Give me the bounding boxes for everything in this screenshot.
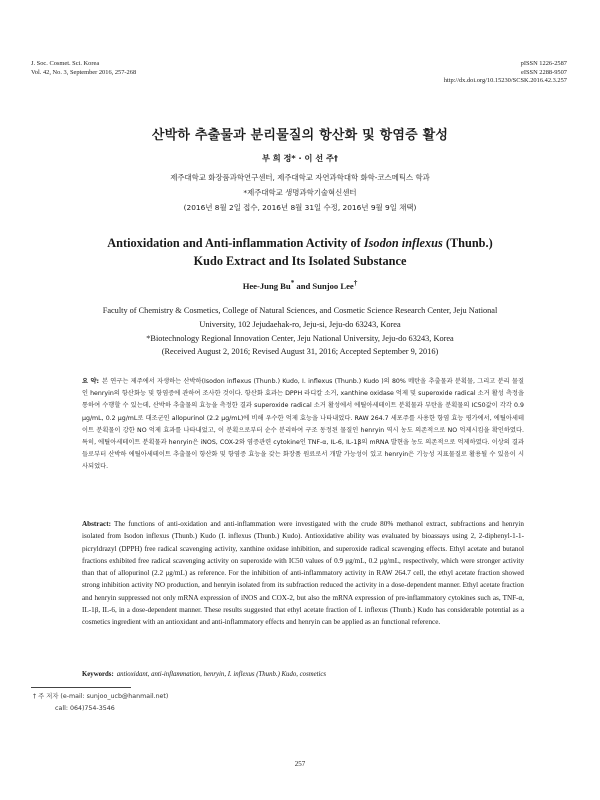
affiliation-en-line: University, 102 Jejudaehak-ro, Jeju-si, Jeju-do 63243, Korea bbox=[199, 319, 401, 329]
authors-english bbox=[0, 279, 600, 291]
author-1-mark: * bbox=[290, 279, 295, 287]
abstract-ko-label: 요 약: bbox=[82, 378, 100, 385]
dates-en-line: (Received August 2, 2016; Revised August 31, 2016; Accepted September 9, 2016) bbox=[161, 347, 439, 357]
volume-info: Vol. 42, No. 3, September 2016, 257-268 bbox=[31, 68, 137, 76]
title-en-part: (Thunb.) bbox=[442, 236, 493, 250]
abstract-ko-text: 본 연구는 제주에서 자생하는 산박하(Isodon inflexus (Thunb.) Kudo, I. inflexus (Thunb.) Kudo )의 80% 메탄올 추출물과 분획물, 그리고 분리 물질인 henryin의 항산화능 및 항염증에 관하여 조사한 것이다. 항산화 효과는 DPPH 라디칼 소거, xanthine oxidase 억제 및 superoxide radical 소거 활성 측정을 통하여 수행할 수 있는데, 산박하 추출물의 효능을 측정한 결과 superoxide radical 소거 활성에서 에틸아세테이트 분획물과 부탄올 분획물의 IC50값이 각각 0.9 μg/mL, 0.2 μg/mL로 대조군인 allopurinol (2.2 μg/mL)에 비해 우수한 억제 효능을 나타내었다. RAW 264.7 세포주를 사용한 항염 효능 평가에서, 에틸아세테이트 분획물이 강한 NO 억제 효과를 나타내었고, 이 분획으로부터 순수 분리하여 구조 동정된 물질인 henryin 역시 농도 의존적으로 NO 억제시킴을 확인하였다. 특히, 에틸아세테이트 분획물과 henryin은 iNOS, COX-2와 염증관련 cytokine인 TNF-α, IL-6, IL-1β의 mRNA 발현을 농도 의존적으로 억제하였다. 이상의 결과들로부터 산박하 에틸아세테이트 추출물이 항산화 및 항염증 효능을 갖는 화장품 원료로서 개발 가능성이 있고 henryin은 기능성 지표물질로 활용될 수 있음이 시사되었다. bbox=[82, 378, 524, 471]
journal-header-right bbox=[444, 60, 567, 86]
doi-link[interactable]: http://dx.doi.org/10.15230/SCSK.2016.42.3.257 bbox=[443, 77, 567, 85]
author-2-mark: † bbox=[353, 279, 358, 287]
affiliations-korean bbox=[0, 170, 600, 215]
journal-header-left bbox=[31, 60, 136, 77]
footnote-contact: † 주 저자 (e-mail: sunjoo_ucb@hanmail.net) bbox=[33, 693, 169, 700]
abstract-en-label: Abstract: bbox=[82, 520, 111, 528]
abstract-english bbox=[82, 518, 524, 629]
title-en-part: Antioxidation and Anti-inflammation Activity of bbox=[107, 236, 364, 250]
title-en-line2: Kudo Extract and Its Isolated Substance bbox=[193, 253, 407, 268]
abstract-korean bbox=[82, 376, 524, 474]
journal-name: J. Soc. Cosmet. Sci. Korea bbox=[31, 60, 100, 67]
keywords-label: Keywords: bbox=[82, 671, 114, 678]
keywords-text: antioxidant, anti-inflammation, henryin, I. inflexus (Thunb.) Kudo, cosmetics bbox=[116, 671, 327, 678]
title-en-species: Isodon inflexus bbox=[363, 236, 443, 250]
eissn: eISSN 2288-9507 bbox=[521, 68, 567, 76]
affiliations-english bbox=[28, 304, 572, 359]
affiliation-ko-line: 제주대학교 화장품과학연구센터, 제주대학교 자연과학대학 화학-코스메틱스 학과 bbox=[170, 173, 430, 182]
page-number: 257 bbox=[294, 760, 306, 768]
footnote-divider bbox=[31, 687, 131, 688]
dates-ko-line: (2016년 8월 2일 접수, 2016년 8월 31일 수정, 2016년 9월 9일 채택) bbox=[183, 203, 417, 212]
pissn: pISSN 1226-2587 bbox=[520, 60, 567, 67]
author-2: Sunjoo Lee bbox=[312, 280, 354, 291]
abstract-en-text: The functions of anti-oxidation and anti-inflammation were investigated with the crude 80% methanol extract, subfractions and henryin isolated from Isodon inflexus (Thunb.) Kudo (I. inflexus (Thunb.) Kudo). Antioxidative ability was evaluated by bioassays using 2, 2-diphenyl-1-1-picryldrazyl (DPPH) free radical scavenging activity, xanthine oxidase inhibition, and superoxide radical scavenging effects. Ethyl acetate and butanol fractions exhibited free radical scavenging activity on superoxide with IC50 values of 0.9 μg/mL, 0.2 μg/mL, respectively, which were stronger activity than that of allopurinol (2.2 μg/mL) as reference. For the inhibition of anti-inflammatory activity in RAW 264.7 cell, the ethyl acetate fraction showed strong inhibition activity NO production, and henryin isolated from its subfraction reduced the activity in a dose-dependent manner. Ethyl acetate fraction and henryin suppressed not only mRNA expression of iNOS and COX-2, but also the mRNA expression of pre-inflammatory cytokines such as, TNF-α, IL-1β, IL-6, in a dose-dependent manner. These results suggested that ethyl acetate fraction of I. inflexus (Thunb.) Kudo has considerable potential as a cosmetics ingredient with an antioxidant and anti-inflammatory effects and henryin can be applied as an functional reference. bbox=[82, 520, 524, 627]
title-en-line1 bbox=[40, 235, 560, 253]
affiliation-ko-line: *제주대학교 생명과학기술혁신센터 bbox=[243, 188, 357, 197]
footnote bbox=[33, 691, 168, 714]
keywords bbox=[82, 670, 524, 680]
authors-korean: 부 희 정* · 이 선 주† bbox=[261, 153, 339, 163]
title-korean: 산박하 추출물과 분리물질의 항산화 및 항염증 활성 bbox=[151, 128, 449, 143]
footnote-call: call: 064)754-3546 bbox=[55, 704, 115, 712]
affiliation-en-line: *Biotechnology Regional Innovation Center, Jeju National University, Jeju-do 63243, Korea bbox=[146, 333, 454, 343]
affiliation-en-line: Faculty of Chemistry & Cosmetics, College of Natural Sciences, and Cosmetic Science Research Center, Jeju National bbox=[102, 306, 498, 315]
title-english bbox=[40, 235, 560, 270]
author-1: Hee-Jung Bu bbox=[242, 280, 291, 291]
author-joiner: and bbox=[294, 280, 313, 291]
